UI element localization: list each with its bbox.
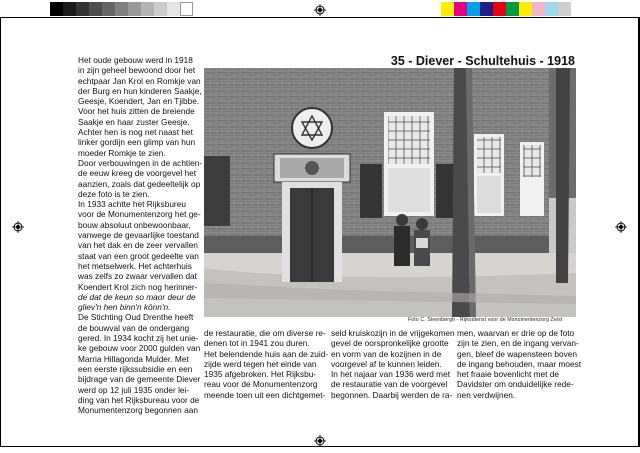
color-swatch [89,2,102,16]
text-line: gevel de oorspronkelijke grootte [331,338,449,349]
color-swatch [467,2,480,16]
color-swatch [102,2,115,16]
text-line: Monumentenzorg begonnen aan [78,405,198,416]
text-line: Het oude gebouw werd in 1918 [78,55,193,65]
color-swatch [519,2,532,16]
text-line: de restauratie van de voorgevel [331,379,448,390]
color-swatch [506,2,519,16]
text-line: In het najaar van 1936 werd met [331,369,450,380]
text-line: voorgevel af te kunnen leiden. [331,358,442,369]
gray-calibration-bar [50,2,193,16]
text-line: Door verbouwingen in de achtien- [78,157,203,168]
text-line: was zelfs zo zwaar vervallen dat [78,271,197,282]
text-line: Saakje en haar zuster Geesje. [78,116,190,127]
text-line: werd op 12 juli 1935 onder lei- [78,384,190,395]
text-line: gliev'n hen binn'n könn'n. [78,302,171,313]
color-swatch [454,2,467,16]
text-line: men, waarvan er drie op de foto [457,328,575,338]
color-swatch [180,2,193,16]
page-border-top [0,17,640,18]
text-line: nen verdwijnen. [457,389,516,400]
text-line: De Stichting Oud Drenthe heeft [78,312,194,323]
text-line: aanzien, zoals dat gedeeltelijk op [78,178,201,189]
text-line: Davidster om onduidelijke rede- [457,379,574,390]
text-line: 1935 afgebroken. Het Rijksbu- [204,369,317,380]
color-calibration-bar [441,2,571,16]
color-swatch [115,2,128,16]
text-column-1 [78,55,202,415]
text-line: vanwege de gevaarlijke toestand [78,230,199,241]
color-swatch [141,2,154,16]
color-swatch [558,2,571,16]
page-border-left [0,17,1,447]
text-column-4 [457,328,581,400]
historic-house-photo [204,68,576,317]
text-line: ding van het Rijksbureau voor de [78,394,200,405]
photo-credit: Foto C. Steenbergh - Rijksdienst voor de Monumentenzorg Zeist [408,317,563,323]
text-line: het metselwerk. Het achterhuis [78,260,192,271]
color-swatch [493,2,506,16]
text-line: Koendert Krol zich nog herinner- [78,281,198,292]
color-swatch [480,2,493,16]
text-line: Geesje, Koendert, Jan en Tjibbe. [78,96,200,107]
registration-mark-right-icon [615,221,627,233]
text-line: Het belendende huis aan de zuid- [204,348,329,359]
text-line: linker gordijn een glimp van hun [78,137,196,148]
text-line: de dat de keun so maor deur de [78,291,196,302]
text-line: Voor het huis zitten de breiende [78,106,195,117]
text-line: ke gebouw voor 2000 gulden van [78,343,201,354]
text-line: der Burg en hun kinderen Saakje, [78,85,202,96]
color-swatch [545,2,558,16]
text-line: deze foto is te zien. [78,188,150,199]
registration-mark-top-icon [314,4,326,16]
text-line: bouw absoluut onbewoonbaar, [78,219,191,230]
text-line: bijdrage van de gemeente Diever [78,374,201,385]
text-line: gen, bleef de wapensteen boven [457,348,577,359]
color-swatch [63,2,76,16]
color-swatch [50,2,63,16]
text-line: staat van een groot gedeelte van [78,250,199,261]
text-line: In 1933 achtte het Rijksbureu [78,199,186,210]
text-line: het fraaie bovenlicht met de [457,369,559,380]
text-line: gered. In 1934 kocht zij het unie- [78,333,199,344]
text-line: de eeuw kreeg de voorgevel het [78,168,197,179]
text-line: en vorm van de kozijnen in de [331,348,442,359]
text-line: moeder Romkje te zien. [78,147,166,158]
registration-mark-left-icon [12,221,24,233]
text-line: in zijn geheel bewoond door het [78,65,196,76]
article-title: 35 - Diever - Schultehuis - 1918 [390,54,575,68]
text-line: Marria Hillagonda Mulder. Met [78,353,189,364]
text-line: echtpaar Jan Krol en Romkje van [78,75,201,86]
text-line: seld kruiskozijn in de vrijgekomen [331,328,455,338]
text-column-3 [331,328,455,400]
registration-mark-bottom-icon [314,435,326,447]
color-swatch [76,2,89,16]
text-line: zijn te zien, en de ingang vervan- [457,338,579,349]
text-line: denen tot in 1941 zou duren. [204,338,310,349]
text-line: de ingang behouden, maar moest [457,358,582,369]
color-swatch [441,2,454,16]
text-line: meende toen uit een dichtgemet- [204,389,326,400]
text-line: een eerste rijkssubsidie en een [78,363,193,374]
text-line: de restauratie, die om diverse re- [204,328,326,338]
color-swatch [128,2,141,16]
text-line: begonnen. Daarbij werden de ra- [331,389,453,400]
text-line: de bouwval van de ondergang [78,322,190,333]
text-line: Achter hen is nog net naast het [78,127,193,138]
color-swatch [532,2,545,16]
text-line: voor de Monumentenzorg het ge- [78,209,201,220]
color-swatch [167,2,180,16]
color-swatch [154,2,167,16]
text-line: reau voor de Monumentenzorg [204,379,318,390]
text-line: van het dak en de zeer vervallen [78,240,198,251]
text-line: zijde werd tegen het einde van [204,358,317,369]
text-column-2 [204,328,328,400]
